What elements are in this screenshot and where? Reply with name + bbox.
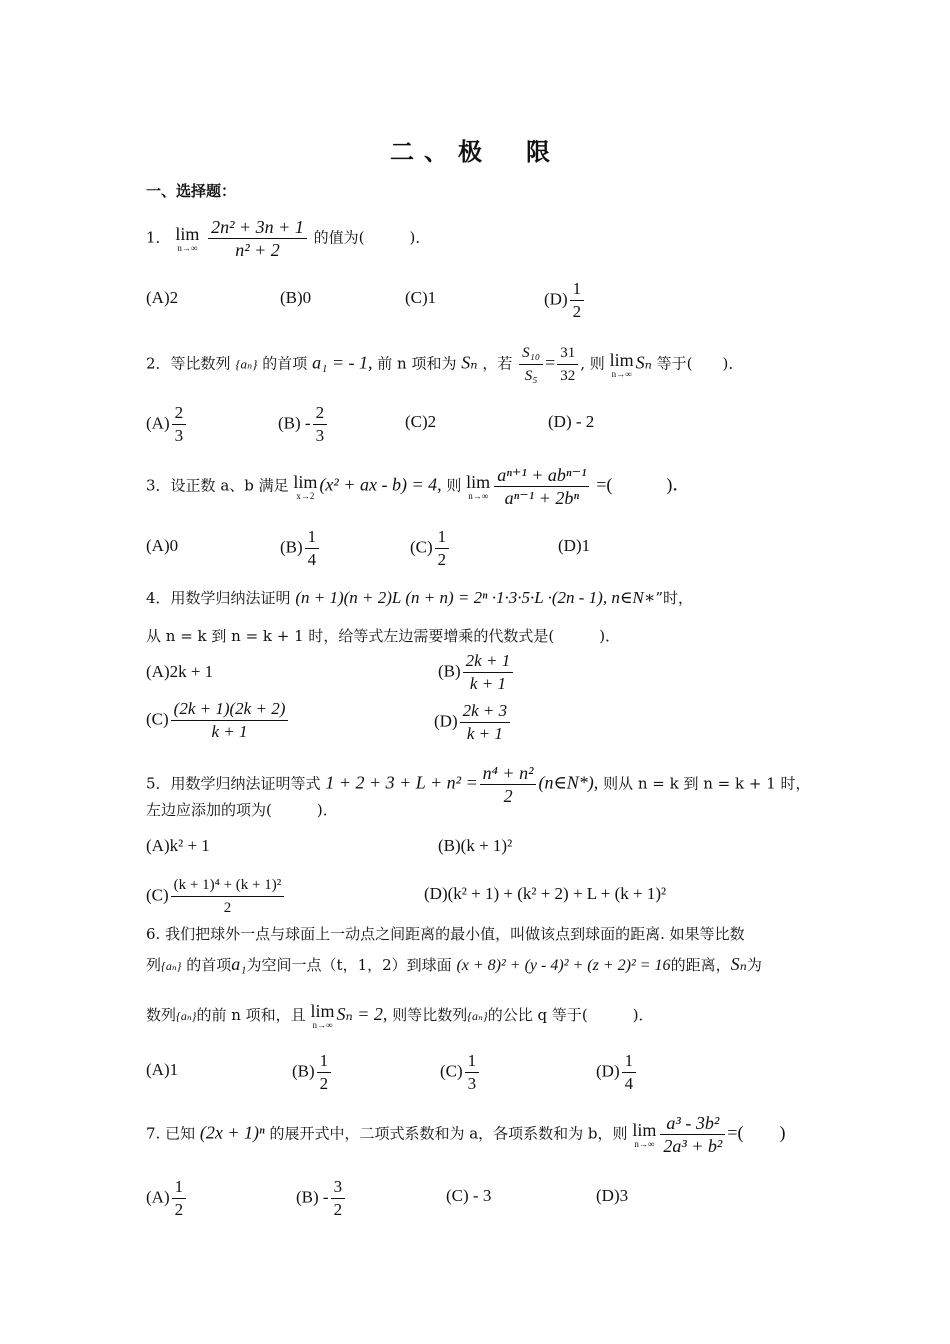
question-7: 7. 已知 (2x + 1)ⁿ 的展开式中，二项式系数和为 a，各项系数和为 b，则 lim n→∞ $\frac{\text{a³ - 3b²}}{\text{2a³ + b²}}$ =( ) xyxy=(146,1113,786,1156)
question-4: 4．用数学归纳法证明 (n + 1)(n + 2)L (n + n) = 2ⁿ ·1·3·5·L ·(2n - 1), n∈N∗”时， xyxy=(146,588,693,607)
q3-option-b: (B) $\frac{1}{4}$ xyxy=(280,526,321,571)
q1-option-c: (C)1 xyxy=(405,288,437,307)
q7-option-a: (A) $\frac{1}{2}$ xyxy=(146,1176,188,1221)
q4-option-c: (C) $\frac{(2k + 1)(2k + 2)}{k + 1}$ xyxy=(146,698,290,743)
q3-option-a: (A)0 xyxy=(146,536,179,555)
q7-option-c: (C) - 3 xyxy=(446,1186,492,1205)
q5-option-c: (C) $\frac{\text{(k + 1)⁴ + (k + 1)²}}{2}$ xyxy=(146,874,286,919)
q6-option-d: (D) $\frac{1}{4}$ xyxy=(596,1050,638,1095)
question-3: 3．设正数 a、b 满足 lim x→2 (x² + ax - b) = 4, 则 lim n→∞ $\frac{\text{aⁿ⁺¹ + abⁿ⁻¹}}{\text{aⁿ⁻¹ + 2bⁿ}}$ =( )． xyxy=(146,465,691,508)
question-5-line-2: 左边应添加的项为( )． xyxy=(146,801,338,819)
q2-option-a: (A) $\frac{2}{3}$ xyxy=(146,402,188,447)
q4-option-d: (D) $\frac{2k + 3}{k + 1}$ xyxy=(434,700,512,745)
page-title: 二、极 限 xyxy=(390,137,560,166)
q6-option-b: (B) $\frac{1}{2}$ xyxy=(292,1050,333,1095)
q1-fraction: $\frac{\text{2n² + 3n + 1}}{\text{n² + 2}}$ xyxy=(208,216,307,261)
q4-option-a: (A)2k + 1 xyxy=(146,662,214,681)
q5-option-d: (D)(k² + 1) + (k² + 2) + L + (k + 1)² xyxy=(424,884,667,903)
q5-option-b: (B)(k + 1)² xyxy=(438,836,513,855)
question-6-line-2: 列{aₙ} 的首项a₁为空间一点（t，1，2）到球面 (x + 8)² + (y - 4)² + (z + 2)² = 16的距离，Sₙ为 xyxy=(146,954,762,974)
q1-option-a: (A)2 xyxy=(146,288,179,307)
q6-option-c: (C) $\frac{1}{3}$ xyxy=(440,1050,481,1095)
q2-option-b: (B) - $\frac{2}{3}$ xyxy=(278,402,329,447)
q2-option-c: (C)2 xyxy=(405,412,437,431)
question-6: 6. 我们把球外一点与球面上一动点之间距离的最小值，叫做该点到球面的距离. 如果等比数 xyxy=(146,925,745,943)
q1-number: 1． xyxy=(146,228,171,247)
q1-option-d: (D) $\frac{1}{2}$ xyxy=(544,278,586,323)
q7-option-d: (D)3 xyxy=(596,1186,629,1205)
q7-option-b: (B) - $\frac{3}{2}$ xyxy=(296,1176,347,1221)
q6-option-a: (A)1 xyxy=(146,1060,179,1079)
question-5: 5．用数学归纳法证明等式 1 + 2 + 3 + L + n² = $\frac{\text{n⁴ + n²}}{2}$ (n∈N*), 则从 n = k 到 n = k + 1 时， xyxy=(146,763,811,806)
question-4-line-2: 从 n = k 到 n = k + 1 时，给等式左边需要增乘的代数式是( )． xyxy=(146,627,621,645)
question-2: 2．等比数列 {aₙ} 的首项 a₁ = - 1, 前 n 项和为 Sₙ ，若 $\frac{\text{S₁₀}}{\text{S₅}}$ = $\frac{31}{32}$ , 则 lim n→∞ Sₙ 等于( )． xyxy=(146,342,743,387)
question-6-line-3: 数列{aₙ}的前 n 项和，且 lim n→∞ Sₙ = 2, 则等比数列{aₙ}的公比 q 等于( )． xyxy=(146,1001,654,1030)
q3-option-d: (D)1 xyxy=(558,536,591,555)
q4-option-b: (B) $\frac{2k + 1}{k + 1}$ xyxy=(438,650,515,695)
section-heading: 一、选择题： xyxy=(146,182,237,200)
q1-limit: lim n→∞ xyxy=(175,223,200,253)
q1-suffix: 的值为( )． xyxy=(313,228,431,247)
q1-option-b: (B)0 xyxy=(280,288,312,307)
q2-option-d: (D) - 2 xyxy=(548,412,595,431)
question-1 xyxy=(146,216,430,261)
q5-option-a: (A)k² + 1 xyxy=(146,836,210,855)
q3-option-c: (C) $\frac{1}{2}$ xyxy=(410,526,451,571)
